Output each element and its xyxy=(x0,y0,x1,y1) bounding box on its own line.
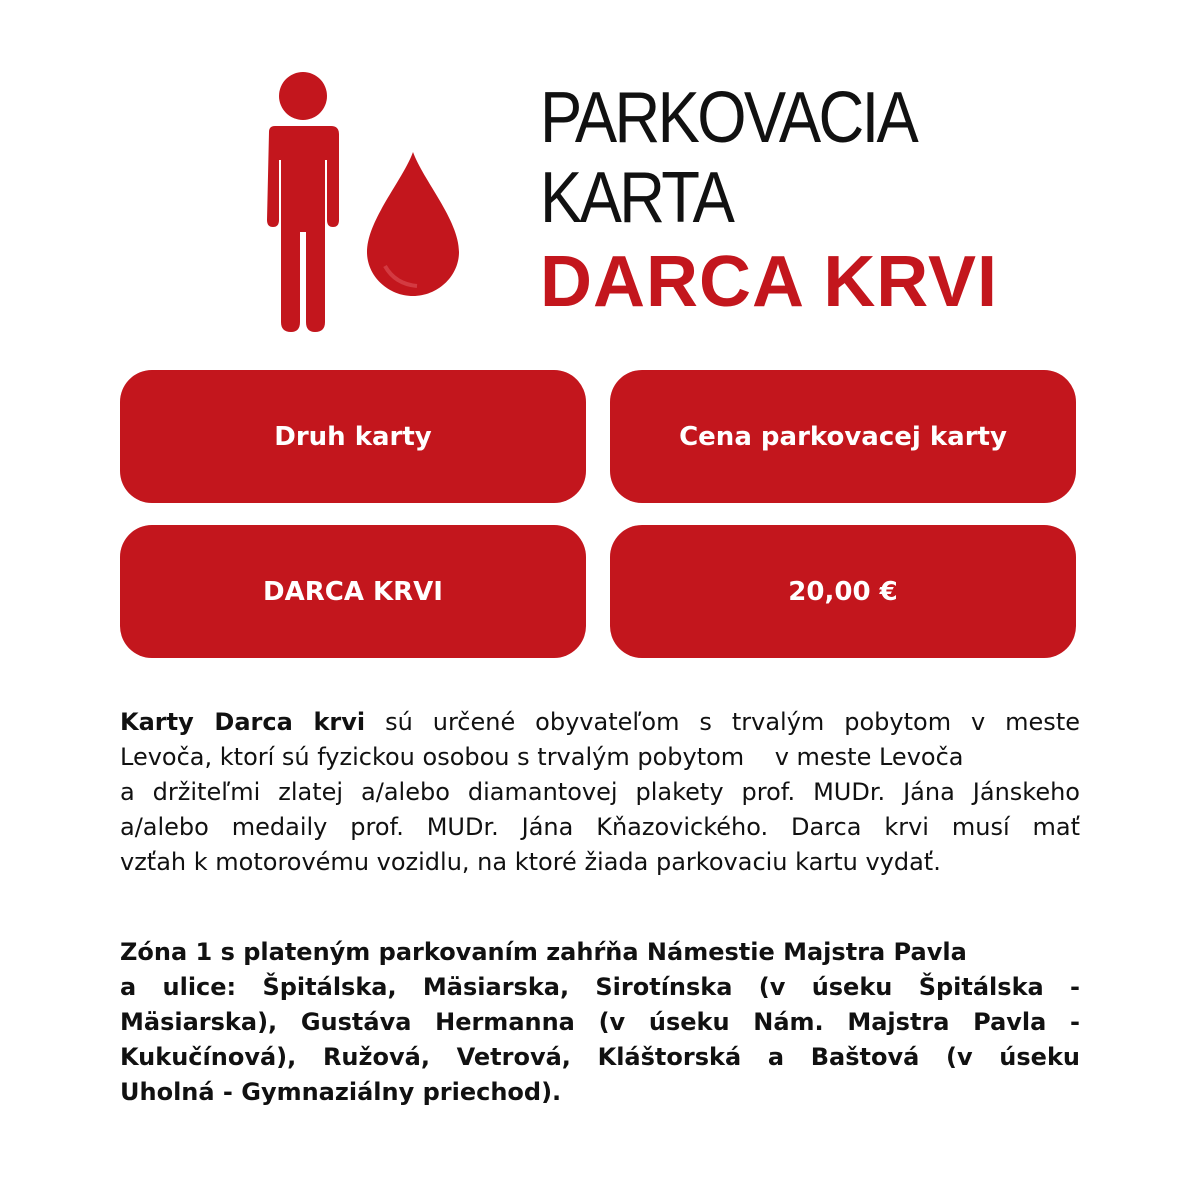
card-price-header: Cena parkovacej karty xyxy=(610,370,1076,503)
description-line-3: a držiteľmi zlatej a/alebo diamantovej plakety prof. MUDr. Jána Jánskeho xyxy=(120,778,1080,806)
blood-donor-icon xyxy=(255,70,465,340)
description-line-5: vzťah k motorovému vozidlu, na ktoré žiada parkovaciu kartu vydať. xyxy=(120,848,941,876)
description-line-2: Levoča, ktorí sú fyzickou osobou s trvalým pobytom v meste Levoča xyxy=(120,743,964,771)
page-title xyxy=(540,78,1160,326)
card-type-value: DARCA KRVI xyxy=(120,525,586,658)
zone-line-5: Uholná - Gymnaziálny priechod). xyxy=(120,1078,562,1106)
person-with-blood-drop-icon xyxy=(255,70,465,340)
description-line-4: a/alebo medaily prof. MUDr. Jána Kňazovického. Darca krvi musí mať xyxy=(120,813,1080,841)
description-paragraph xyxy=(120,705,1080,880)
card-type-header: Druh karty xyxy=(120,370,586,503)
description-line-1 xyxy=(120,705,1080,740)
zone-line-1: Zóna 1 s plateným parkovaním zahŕňa Námestie Majstra Pavla xyxy=(120,938,967,966)
zone-line-2: a ulice: Špitálska, Mäsiarska, Sirotínska (v úseku Špitálska - xyxy=(120,973,1080,1001)
zone-line-3: Mäsiarska), Gustáva Hermanna (v úseku Nám. Majstra Pavla - xyxy=(120,1008,1080,1036)
title-line-karta: KARTA xyxy=(540,158,733,238)
title-line-parkovacia: PARKOVACIA xyxy=(540,78,917,158)
description-lead: Karty Darca krvi xyxy=(120,708,366,736)
zone-paragraph xyxy=(120,935,1080,1110)
description-line-1-rest: sú určené obyvateľom s trvalým pobytom v meste xyxy=(365,708,1080,736)
title-accent-darca-krvi: DARCA KRVI xyxy=(540,242,999,322)
zone-line-4: Kukučínová), Ružová, Vetrová, Kláštorská a Baštová (v úseku xyxy=(120,1043,1080,1071)
card-price-value: 20,00 € xyxy=(610,525,1076,658)
